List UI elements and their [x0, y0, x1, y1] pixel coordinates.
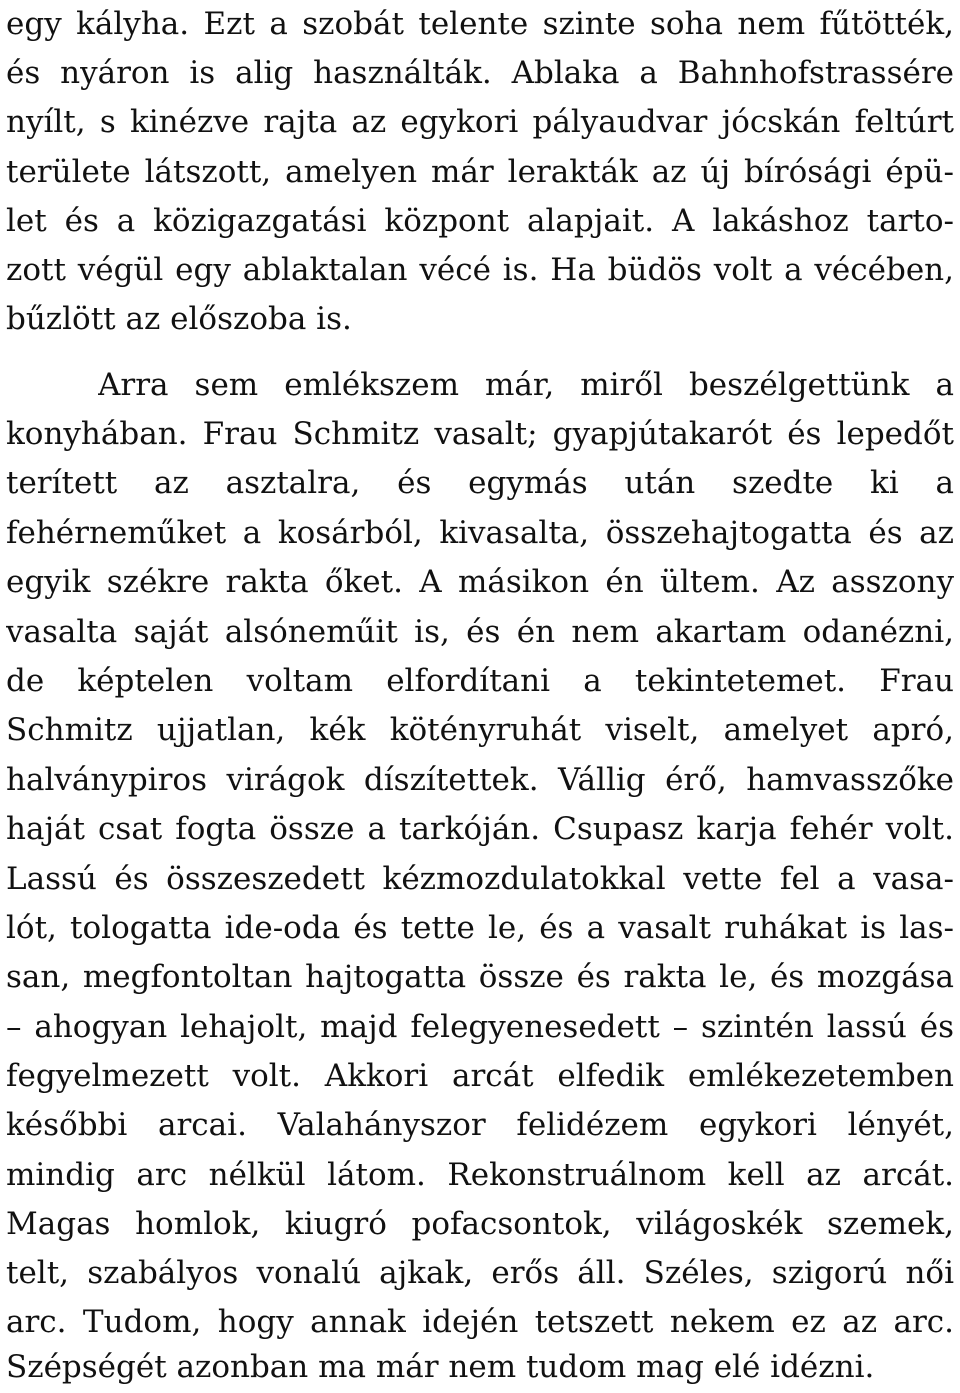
text-line: vasalta saját alsóneműit is, és én nem akartam odanézni,: [6, 614, 954, 650]
text-line: zott végül egy ablaktalan vécé is. Ha büdös volt a vécében,: [6, 252, 954, 288]
text-line: halványpiros virágok díszítettek. Vállig érő, hamvasszőke: [6, 762, 954, 798]
text-line: Arra sem emlékszem már, miről beszélgettünk a: [98, 367, 954, 403]
text-line: lót, tologatta ide-oda és tette le, és a vasalt ruhákat is las-: [6, 910, 954, 946]
text-line: konyhában. Frau Schmitz vasalt; gyapjútakarót és lepedőt: [6, 416, 954, 452]
text-line: területe látszott, amelyen már lerakták az új bírósági épü-: [6, 154, 954, 190]
text-line: terített az asztalra, és egymás után szedte ki a: [6, 465, 954, 501]
text-line: fegyelmezett volt. Akkori arcát elfedik emlékezetemben: [6, 1058, 954, 1094]
text-line: Lassú és összeszedett kézmozdulatokkal vette fel a vasa-: [6, 861, 954, 897]
text-line: egyik székre rakta őket. A másikon én ültem. Az asszony: [6, 564, 954, 600]
text-line: – ahogyan lehajolt, majd felegyenesedett – szintén lassú és: [6, 1009, 954, 1045]
text-line: egy kályha. Ezt a szobát telente szinte soha nem fűtötték,: [6, 6, 954, 42]
text-line: és nyáron is alig használták. Ablaka a Bahnhofstrassére: [6, 55, 954, 91]
text-line: Schmitz ujjatlan, kék kötényruhát viselt, amelyet apró,: [6, 712, 954, 748]
text-line: nyílt, s kinézve rajta az egykori pályaudvar jócskán feltúrt: [6, 104, 954, 140]
text-line: haját csat fogta össze a tarkóján. Csupasz karja fehér volt.: [6, 811, 954, 847]
text-line: Magas homlok, kiugró pofacsontok, világoskék szemek,: [6, 1206, 954, 1242]
text-line: Szépségét azonban ma már nem tudom mag elé idézni.: [6, 1349, 875, 1385]
text-line: de képtelen voltam elfordítani a tekintetemet. Frau: [6, 663, 954, 699]
text-line: fehérneműket a kosárból, kivasalta, összehajtogatta és az: [6, 515, 954, 551]
text-line: san, megfontoltan hajtogatta össze és rakta le, és mozgása: [6, 959, 954, 995]
text-line: későbbi arcai. Valahányszor felidézem egykori lényét,: [6, 1107, 954, 1143]
text-line: mindig arc nélkül látom. Rekonstruálnom kell az arcát.: [6, 1157, 954, 1193]
text-line: telt, szabályos vonalú ajkak, erős áll. Széles, szigorú női: [6, 1255, 954, 1291]
text-line: bűzlött az előszoba is.: [6, 301, 352, 337]
text-line: let és a közigazgatási központ alapjait. A lakáshoz tarto-: [6, 203, 954, 239]
text-line: arc. Tudom, hogy annak idején tetszett nekem ez az arc.: [6, 1304, 954, 1340]
